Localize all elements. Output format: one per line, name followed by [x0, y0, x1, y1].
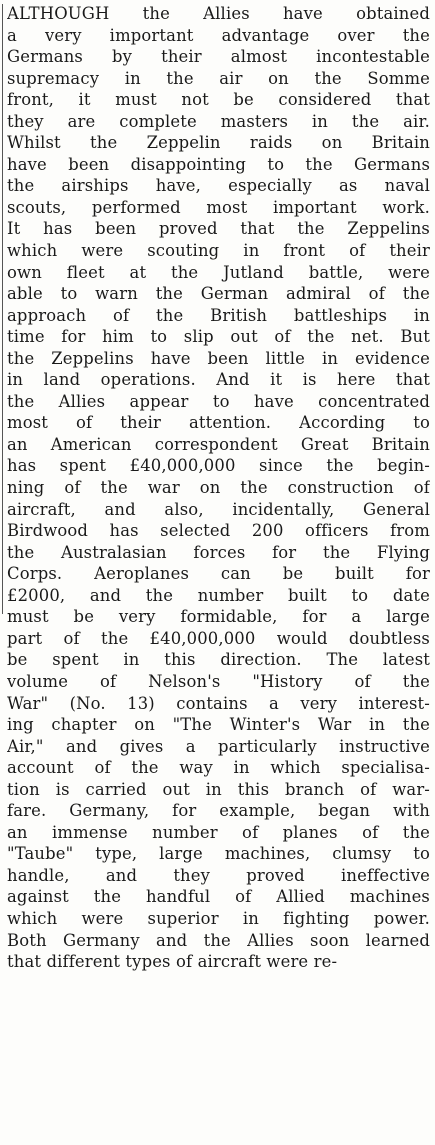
article-line: have been disappointing to the Germans [7, 154, 430, 174]
article-line: volume of Nelson's "History of the [7, 671, 430, 691]
article-line: an American correspondent Great Britain [7, 434, 430, 454]
article-line: time for him to slip out of the net. But [7, 327, 430, 347]
article-line: a very important advantage over the [7, 25, 430, 45]
article-line: an immense number of planes of the [7, 822, 430, 842]
article-line: It has been proved that the Zeppelins [7, 219, 430, 239]
article-line: ning of the war on the construction of [7, 478, 430, 498]
article-line: must be very formidable, for a large [7, 607, 430, 627]
article-line: be spent in this direction. The latest [7, 650, 430, 670]
article-line: Corps. Aeroplanes can be built for [7, 564, 430, 584]
article-line: most of their attention. According to [7, 413, 430, 433]
article-line: £2000, and the number built to date [7, 585, 430, 605]
article-line: they are complete masters in the air. [7, 111, 430, 131]
article-line: in land operations. And it is here that [7, 370, 430, 390]
article-line: which were scouting in front of their [7, 241, 430, 261]
article-line: handle, and they proved ineffective [7, 865, 430, 885]
article-line: aircraft, and also, incidentally, General [7, 499, 430, 519]
article-line: fare. Germany, for example, began with [7, 801, 430, 821]
article-line: "Taube" type, large machines, clumsy to [7, 844, 430, 864]
article-line: that different types of aircraft were re- [7, 952, 338, 972]
article-line: able to warn the German admiral of the [7, 284, 430, 304]
article-line: which were superior in fighting power. [7, 908, 430, 928]
article-line: part of the £40,000,000 would doubtless [7, 628, 430, 648]
article-line: ing chapter on "The Winter's War in the [7, 715, 430, 735]
column-rule [2, 4, 3, 614]
article-line: approach of the British battleships in [7, 305, 430, 325]
article-line: the Australasian forces for the Flying [7, 542, 430, 562]
article-line: Both Germany and the Allies soon learned [7, 930, 430, 950]
article-line: the airships have, especially as naval [7, 176, 430, 196]
article-line: has spent £40,000,000 since the begin- [7, 456, 430, 476]
article-line: against the handful of Allied machines [7, 887, 430, 907]
article-line: the Allies appear to have concentrated [7, 391, 430, 411]
article-line: account of the way in which specialisa- [7, 758, 430, 778]
article-line: Air," and gives a particularly instructive [7, 736, 430, 756]
article-line: Birdwood has selected 200 officers from [7, 521, 430, 541]
article-line: Whilst the Zeppelin raids on Britain [7, 133, 430, 153]
article-line: supremacy in the air on the Somme [7, 68, 430, 88]
article-line: ALTHOUGH the Allies have obtained [7, 4, 430, 23]
article-line: front, it must not be considered that [7, 90, 430, 110]
article-line: scouts, performed most important work. [7, 197, 430, 217]
article-line: Germans by their almost incontestable [7, 47, 430, 67]
article-line: the Zeppelins have been little in evidence [7, 348, 430, 368]
article-line: War" (No. 13) contains a very interest- [7, 693, 430, 713]
article-line: own fleet at the Jutland battle, were [7, 262, 430, 282]
article-line: tion is carried out in this branch of war- [7, 779, 430, 799]
article-body [7, 3, 430, 973]
